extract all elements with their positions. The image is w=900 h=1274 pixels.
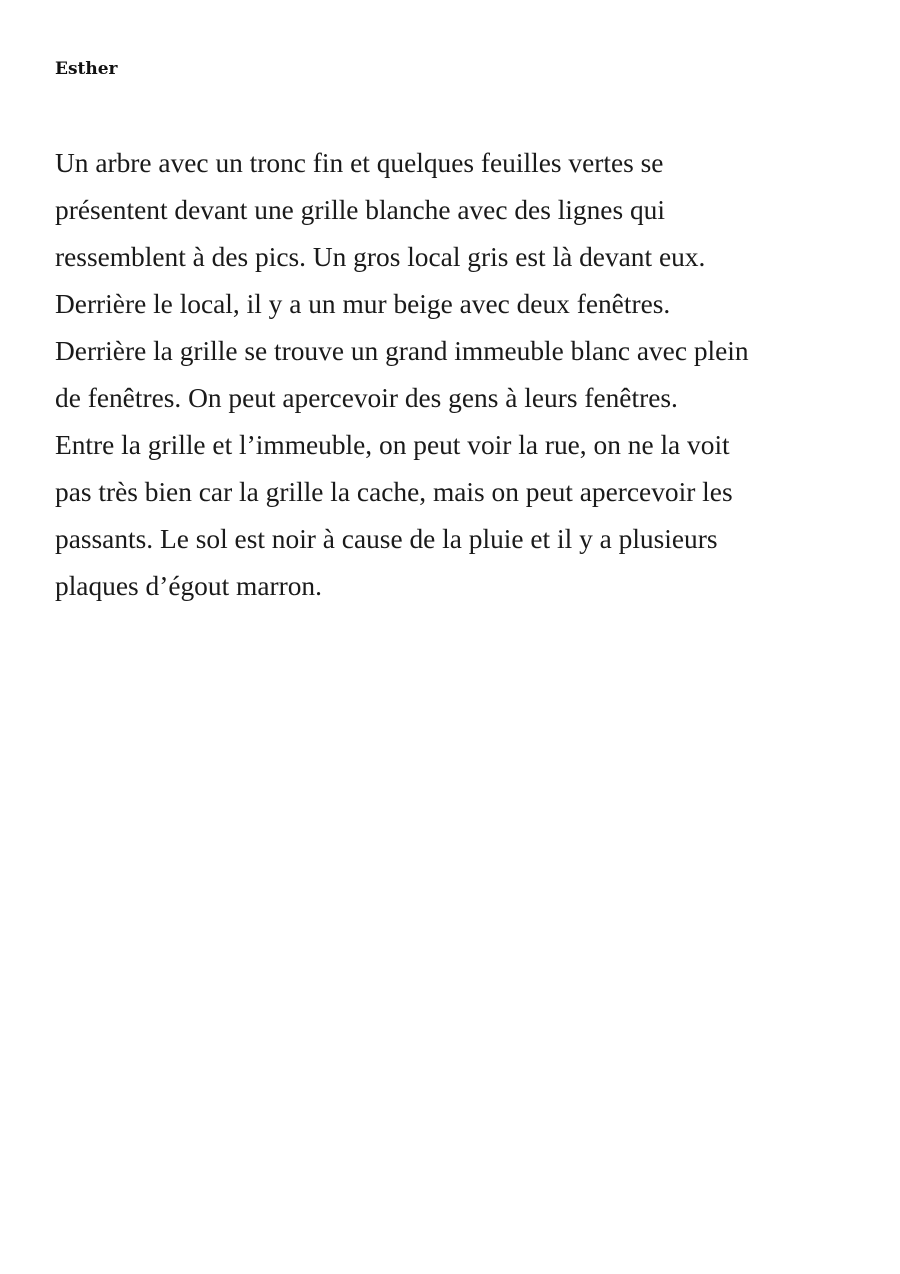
text-line: présentent devant une grille blanche avec des lignes qui bbox=[55, 195, 665, 225]
text-line: ressemblent à des pics. Un gros local gris est là devant eux. bbox=[55, 242, 706, 272]
text-line: pas très bien car la grille la cache, mais on peut apercevoir les bbox=[55, 477, 733, 507]
text-line: Derrière le local, il y a un mur beige avec deux fenêtres. bbox=[55, 289, 671, 319]
author-name: Esther bbox=[55, 59, 118, 79]
body-text bbox=[55, 140, 749, 610]
text-line: Un arbre avec un tronc fin et quelques feuilles vertes se bbox=[55, 148, 664, 178]
text-line: Derrière la grille se trouve un grand immeuble blanc avec plein bbox=[55, 336, 749, 366]
text-line: Entre la grille et l’immeuble, on peut voir la rue, on ne la voit bbox=[55, 430, 730, 460]
text-line: passants. Le sol est noir à cause de la pluie et il y a plusieurs bbox=[55, 524, 718, 554]
text-line: de fenêtres. On peut apercevoir des gens à leurs fenêtres. bbox=[55, 383, 678, 413]
text-line: plaques d’égout marron. bbox=[55, 571, 322, 601]
